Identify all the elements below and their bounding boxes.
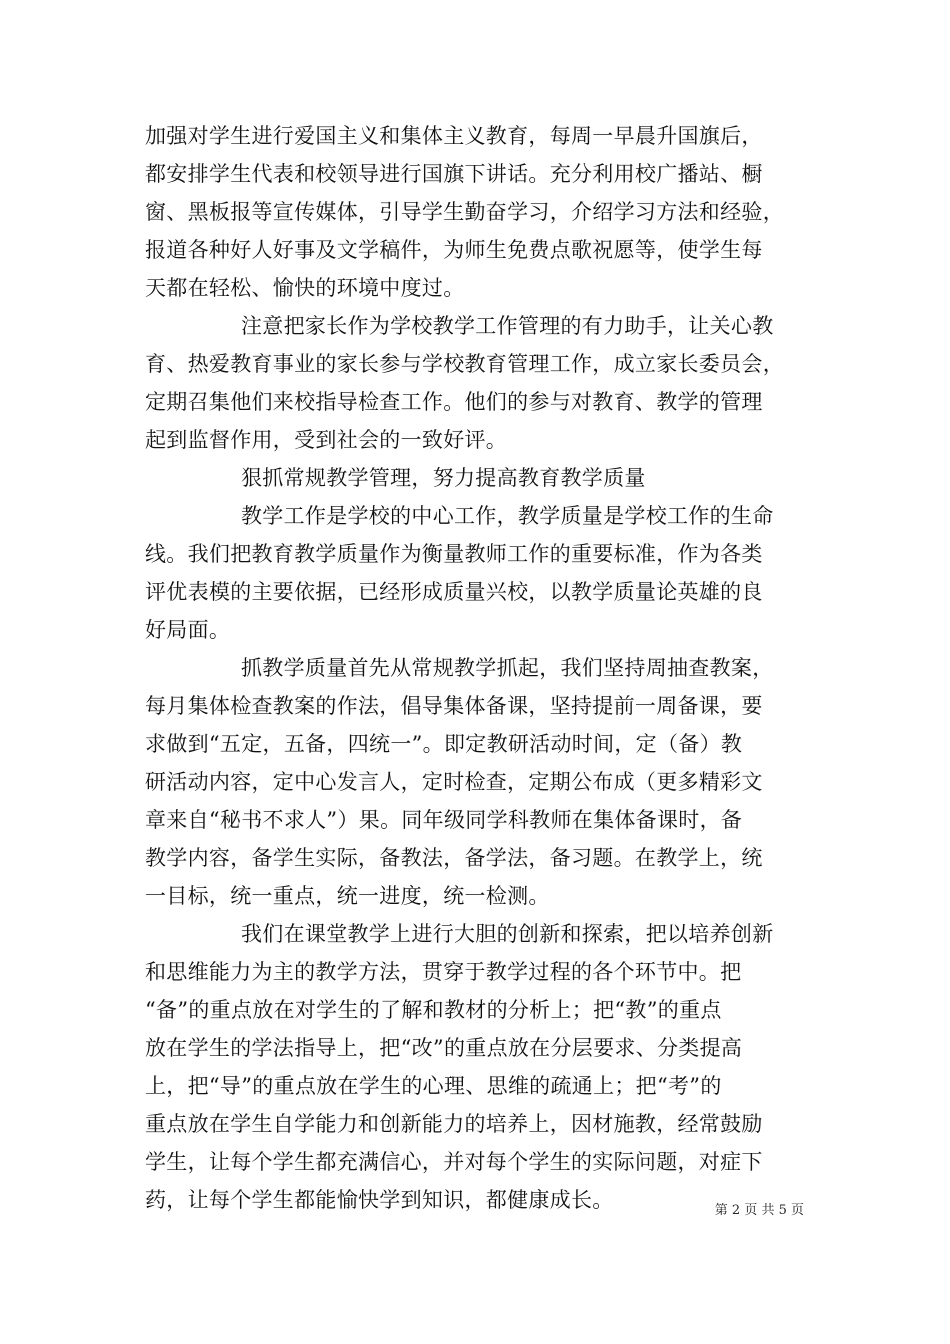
paragraph-3-line-1: 教学工作是学校的中心工作，教学质量是学校工作的生命 <box>241 504 774 528</box>
paragraph-4-line-5: 章来自“秘书不求人”）果。同年级同学科教师在集体备课时，备 <box>145 808 743 832</box>
paragraph-1-line-1: 加强对学生进行爱国主义和集体主义教育，每周一早晨升国旗后， <box>145 124 763 148</box>
paragraph-2-line-4: 起到监督作用，受到社会的一致好评。 <box>145 428 508 452</box>
paragraph-4-line-7: 一目标，统一重点，统一进度，统一检测。 <box>145 884 550 908</box>
paragraph-2-line-1: 注意把家长作为学校教学工作管理的有力助手，让关心教 <box>241 314 774 338</box>
paragraph-2-line-3: 定期召集他们来校指导检查工作。他们的参与对教育、教学的管理 <box>145 390 763 414</box>
paragraph-5-line-6: 重点放在学生自学能力和创新能力的培养上，因材施教，经常鼓励 <box>145 1112 763 1136</box>
paragraph-2-line-2: 育、热爱教育事业的家长参与学校教育管理工作，成立家长委员会， <box>145 352 784 376</box>
paragraph-3-line-4: 好局面。 <box>145 618 231 642</box>
paragraph-1-line-5: 天都在轻松、愉快的环境中度过。 <box>145 276 465 300</box>
paragraph-1-line-2: 都安排学生代表和校领导进行国旗下讲话。充分利用校广播站、橱 <box>145 162 763 186</box>
paragraph-4-line-6: 教学内容，备学生实际，备教法，备学法，备习题。在教学上，统 <box>145 846 763 870</box>
paragraph-5-line-3: “备”的重点放在对学生的了解和教材的分析上；把“教”的重点 <box>145 998 722 1022</box>
paragraph-1-line-3: 窗、黑板报等宣传媒体，引导学生勤奋学习，介绍学习方法和经验， <box>145 200 784 224</box>
paragraph-5-line-8: 药，让每个学生都能愉快学到知识，都健康成长。 <box>145 1188 614 1212</box>
paragraph-4-line-4: 研活动内容，定中心发言人，定时检查，定期公布成（更多精彩文 <box>145 770 763 794</box>
paragraph-3-line-2: 线。我们把教育教学质量作为衡量教师工作的重要标准，作为各类 <box>145 542 763 566</box>
paragraph-4-line-2: 每月集体检查教案的作法，倡导集体备课，坚持提前一周备课，要 <box>145 694 763 718</box>
section-heading: 狠抓常规教学管理，努力提高教育教学质量 <box>241 466 646 490</box>
paragraph-4-line-1: 抓教学质量首先从常规教学抓起，我们坚持周抽查教案， <box>241 656 774 680</box>
paragraph-5-line-5: 上，把“导”的重点放在学生的心理、思维的疏通上；把“考”的 <box>145 1074 722 1098</box>
paragraph-5-line-1: 我们在课堂教学上进行大胆的创新和探索，把以培养创新 <box>241 922 774 946</box>
paragraph-3-line-3: 评优表模的主要依据，已经形成质量兴校，以教学质量论英雄的良 <box>145 580 763 604</box>
paragraph-1-line-4: 报道各种好人好事及文学稿件，为师生免费点歌祝愿等，使学生每 <box>145 238 763 262</box>
page-number: 第 2 页 共 5 页 <box>714 1203 804 1218</box>
paragraph-5-line-4: 放在学生的学法指导上，把“改”的重点放在分层要求、分类提高 <box>145 1036 743 1060</box>
paragraph-5-line-2: 和思维能力为主的教学方法，贯穿于教学过程的各个环节中。把 <box>145 960 742 984</box>
paragraph-4-line-3: 求做到“五定，五备，四统一”。即定教研活动时间，定（备）教 <box>145 732 743 756</box>
paragraph-5-line-7: 学生，让每个学生都充满信心，并对每个学生的实际问题，对症下 <box>145 1150 763 1174</box>
